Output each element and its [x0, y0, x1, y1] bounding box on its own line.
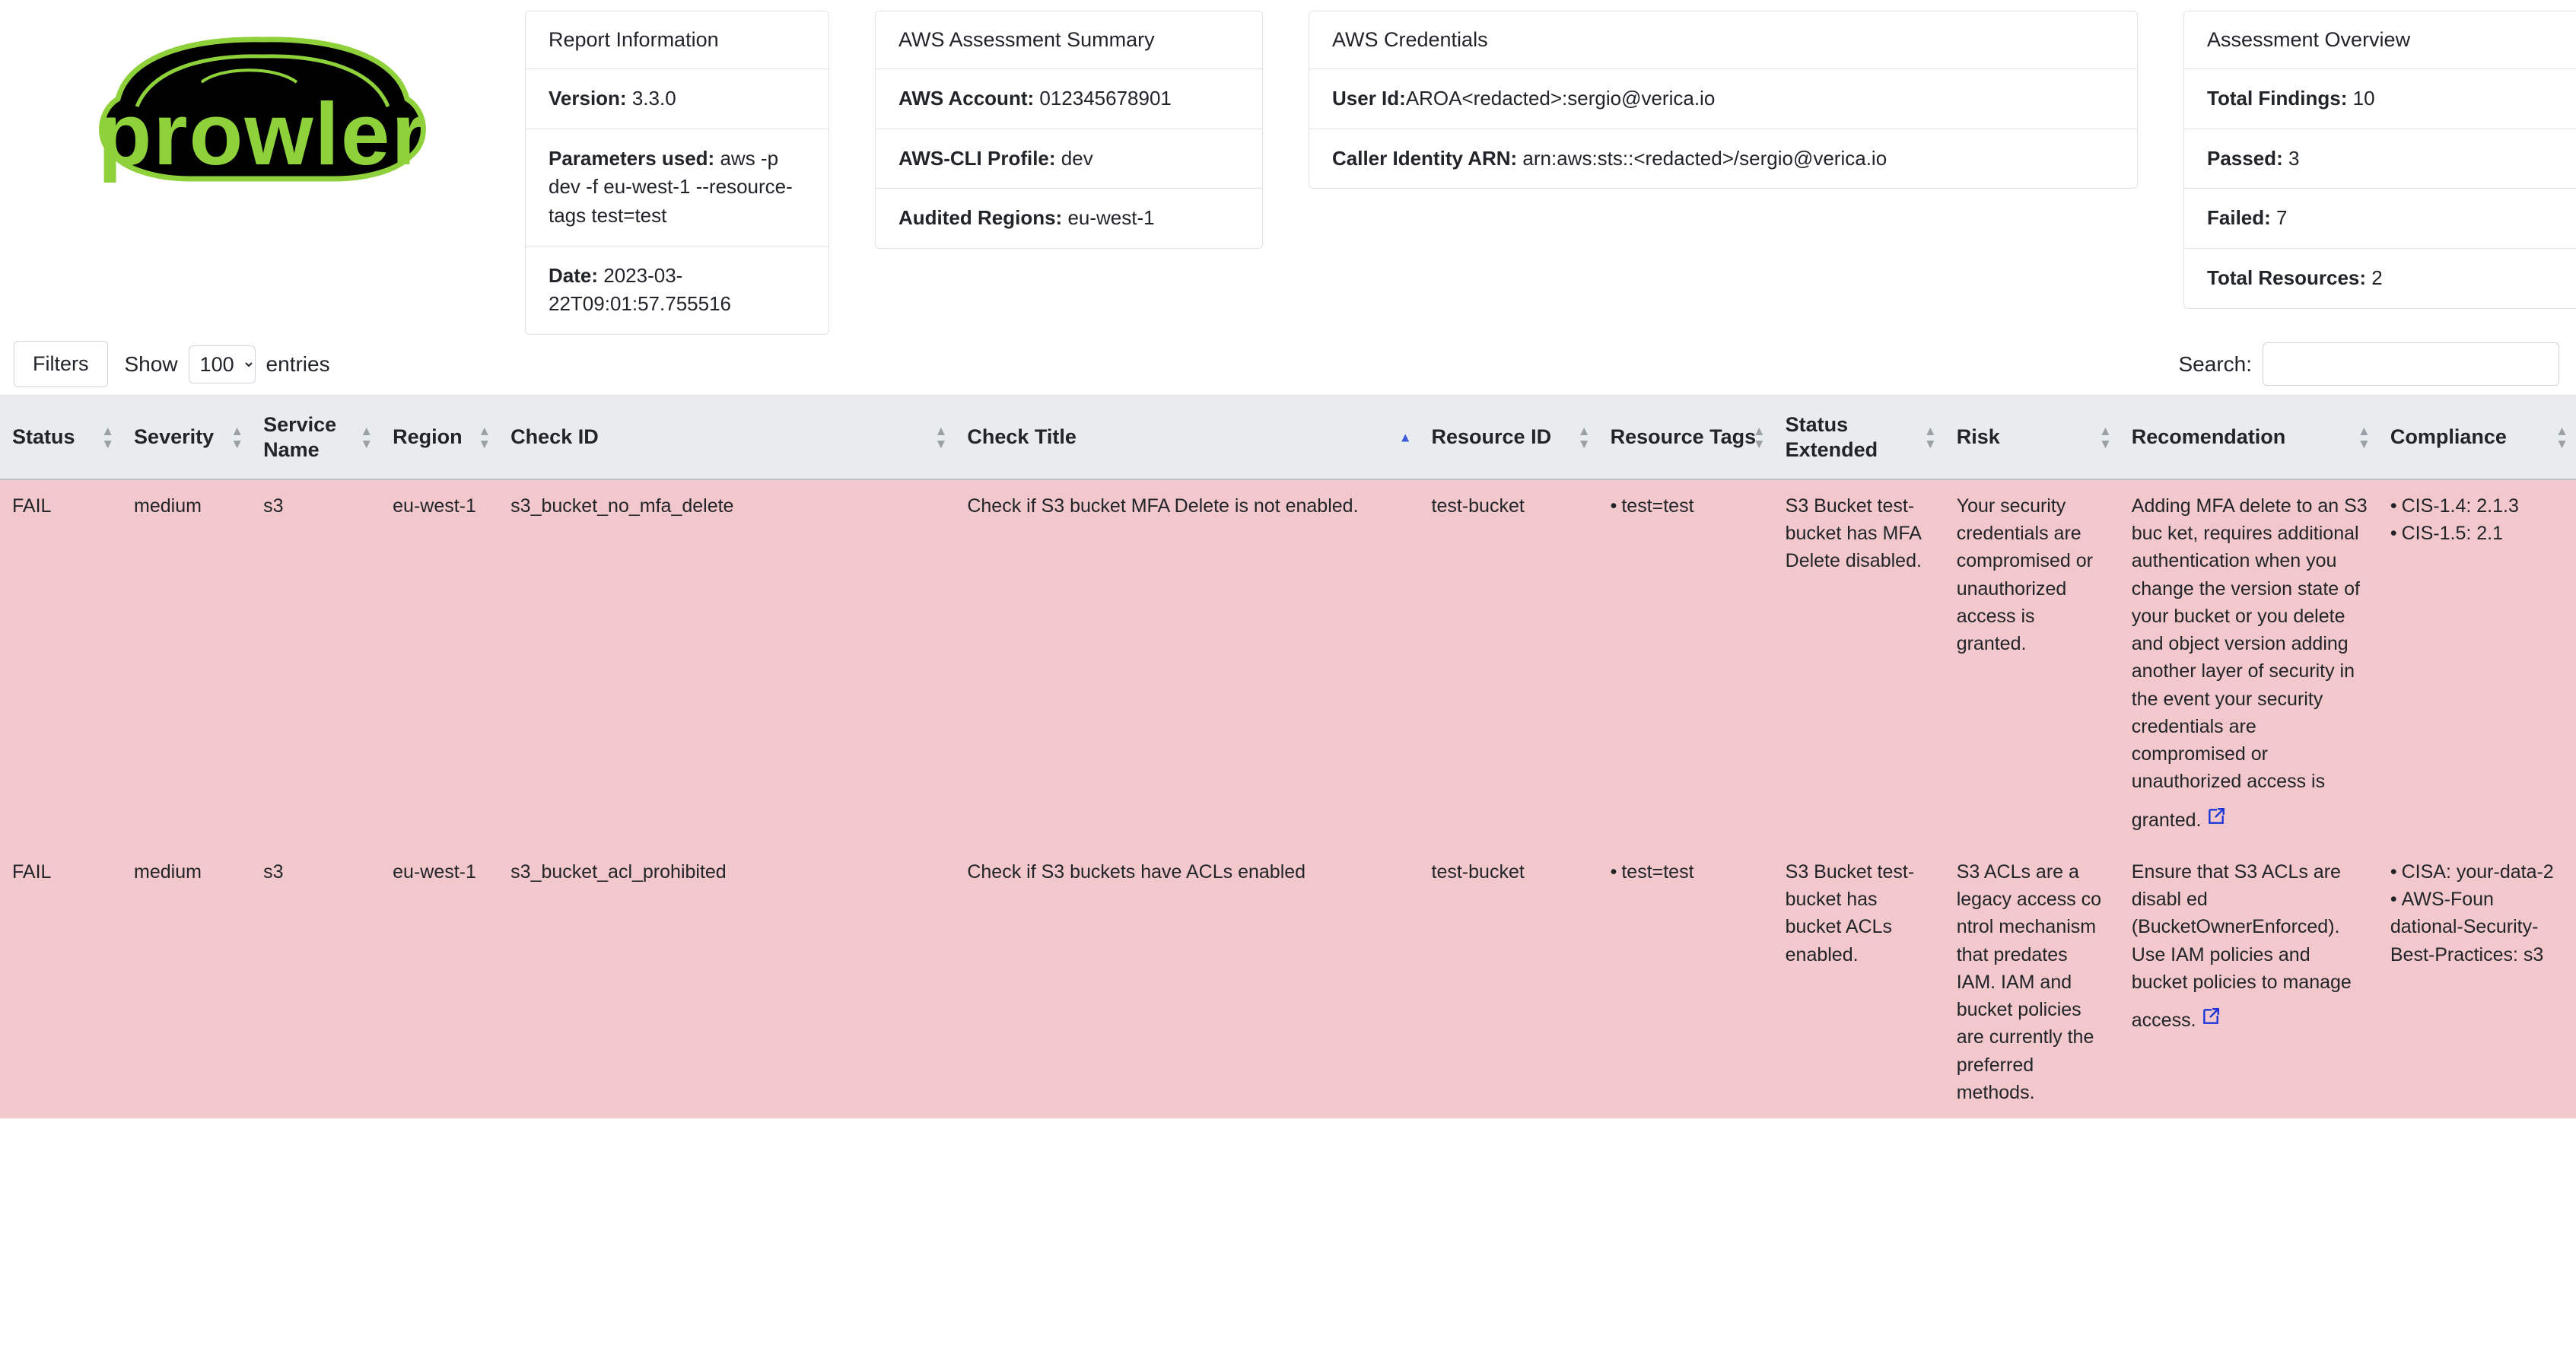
- cell-service-name: s3: [251, 846, 380, 1118]
- row-label: Total Resources:: [2207, 266, 2367, 290]
- row-value: 10: [2352, 87, 2375, 110]
- column-header-compliance[interactable]: [2378, 396, 2576, 479]
- cell-risk: S3 ACLs are a legacy access co ntrol mechanism that predates IAM. IAM and bucket policies are currently the preferred methods.: [1945, 846, 2120, 1118]
- row-value: dev: [1061, 146, 1093, 170]
- column-header-resource-tags[interactable]: [1598, 396, 1773, 479]
- card-row-audited-regions: [876, 189, 1262, 248]
- header-area: [0, 0, 2576, 335]
- card-assessment-overview: [2183, 11, 2576, 309]
- cell-region: eu-west-1: [380, 846, 498, 1118]
- card-row-user-id: [1309, 69, 2137, 129]
- row-label: Caller Identity ARN:: [1332, 146, 1518, 170]
- sort-icon[interactable]: ▲ ▼: [101, 423, 115, 451]
- column-header-status-extended[interactable]: [1773, 396, 1945, 479]
- header-label: Service Name: [263, 413, 337, 461]
- row-label: Failed:: [2207, 206, 2271, 230]
- row-value: 3.3.0: [631, 87, 676, 110]
- cell-severity: medium: [122, 479, 251, 846]
- row-value: aws -p dev -f eu-west-1 --resource-tags test=test: [549, 146, 793, 227]
- sort-icon[interactable]: ▲ ▼: [2555, 423, 2568, 451]
- row-value: 7: [2276, 206, 2288, 230]
- column-header-resource-id[interactable]: [1420, 396, 1598, 479]
- card-title: AWS Credentials: [1309, 11, 2137, 69]
- header-label: Severity: [134, 425, 215, 449]
- card-row-passed: [2184, 129, 2576, 189]
- cell-recomendation: [2120, 846, 2378, 1118]
- header-label: Recomendation: [2131, 425, 2286, 449]
- card-aws-assessment-summary: [875, 11, 1263, 249]
- column-header-recomendation[interactable]: [2120, 396, 2378, 479]
- card-row-caller-identity-arn: [1309, 129, 2137, 189]
- cell-resource-tags: [1598, 479, 1773, 846]
- header-label: Check Title: [967, 425, 1077, 449]
- cell-check-title: Check if S3 bucket MFA Delete is not enabled.: [955, 479, 1419, 846]
- card-row-total-findings: [2184, 69, 2576, 129]
- cell-service-name: s3: [251, 479, 380, 846]
- search-input[interactable]: [2263, 342, 2559, 386]
- row-value: 012345678901: [1039, 87, 1172, 110]
- cell-compliance: [2378, 479, 2576, 846]
- column-header-check-id[interactable]: [498, 396, 955, 479]
- card-row-aws-account: [876, 69, 1262, 129]
- column-header-check-title[interactable]: [955, 396, 1419, 479]
- sort-icon[interactable]: ▲ ▼: [2358, 423, 2371, 451]
- cell-check-id: s3_bucket_no_mfa_delete: [498, 479, 955, 846]
- external-link-icon[interactable]: [2201, 1007, 2221, 1026]
- header-label: Resource Tags: [1610, 425, 1757, 449]
- header-label: Resource ID: [1431, 425, 1552, 449]
- table-row[interactable]: [0, 846, 2576, 1118]
- card-title: AWS Assessment Summary: [876, 11, 1262, 69]
- header-label: Risk: [1956, 425, 2000, 449]
- recomendation-text: Ensure that S3 ACLs are disabl ed (BucketOwnerEnforced). Use IAM policies and bucket policies to manage access.: [2131, 860, 2352, 1032]
- prowler-logo: [0, 0, 525, 234]
- cell-recomendation: [2120, 479, 2378, 846]
- card-title: Report Information: [526, 11, 828, 69]
- search-area: [2179, 342, 2576, 386]
- sort-icon[interactable]: ▲ ▼: [231, 423, 244, 451]
- row-label: Passed:: [2207, 146, 2283, 170]
- row-label: Parameters used:: [549, 146, 715, 170]
- card-row-total-resources: [2184, 249, 2576, 308]
- table-header-row: [0, 396, 2576, 479]
- prowler-logo-image: [46, 23, 479, 228]
- resource-tag: • test=test: [1611, 858, 1763, 886]
- sort-icon[interactable]: ▲ ▼: [1923, 423, 1937, 451]
- card-title: Assessment Overview: [2184, 11, 2576, 69]
- row-value: 2: [2371, 266, 2383, 290]
- external-link-icon[interactable]: [2206, 806, 2226, 826]
- cell-risk: Your security credentials are compromised or unauthorized access is granted.: [1945, 479, 2120, 846]
- row-label: Version:: [549, 87, 627, 110]
- cell-severity: medium: [122, 846, 251, 1118]
- svg-text:prowler: prowler: [97, 84, 428, 183]
- column-header-status[interactable]: [0, 396, 122, 479]
- header-label: Compliance: [2390, 425, 2507, 449]
- card-report-information: [525, 11, 829, 335]
- cell-resource-id: test-bucket: [1420, 479, 1598, 846]
- sort-icon[interactable]: ▲ ▼: [360, 423, 374, 451]
- table-controls: [0, 335, 2576, 395]
- card-row-version: [526, 69, 828, 129]
- table-header: [0, 396, 2576, 479]
- column-header-region[interactable]: [380, 396, 498, 479]
- sort-icon[interactable]: ▲ ▼: [2098, 423, 2112, 451]
- row-value: AROA<redacted>:sergio@verica.io: [1405, 87, 1716, 110]
- compliance-item: • AWS-Foun dational-Security-Best-Practices: s3: [2390, 886, 2565, 969]
- filters-button[interactable]: Filters: [14, 341, 108, 387]
- summary-cards: [525, 0, 2576, 335]
- show-label: Show: [124, 351, 178, 376]
- row-label: Total Findings:: [2207, 87, 2348, 110]
- cell-compliance: [2378, 846, 2576, 1118]
- card-row-failed: [2184, 189, 2576, 249]
- row-label: AWS Account:: [898, 87, 1035, 110]
- recomendation-text: Adding MFA delete to an S3 buc ket, requires additional authentication when you change the version state of your bucket or you delete and object version adding another layer of security in the event your security credentials are compromised or unauthorized access is granted.: [2131, 495, 2368, 831]
- compliance-item: • CIS-1.4: 2.1.3: [2390, 492, 2565, 520]
- cell-status-extended: S3 Bucket test-bucket has bucket ACLs enabled.: [1773, 846, 1945, 1118]
- header-label: Check ID: [510, 425, 599, 449]
- row-value: 2023-03-22T09:01:57.755516: [549, 263, 731, 316]
- sort-icon[interactable]: ▲ ▼: [934, 423, 948, 451]
- header-label: Status: [12, 425, 75, 449]
- row-value: arn:aws:sts::<redacted>/sergio@verica.io: [1522, 146, 1887, 170]
- header-label: Region: [393, 425, 463, 449]
- cell-status: FAIL: [0, 479, 122, 846]
- row-value: eu-west-1: [1067, 206, 1155, 230]
- cell-resource-id: test-bucket: [1420, 846, 1598, 1118]
- sort-icon[interactable]: ▲ ▼: [1577, 423, 1591, 451]
- cell-check-id: s3_bucket_acl_prohibited: [498, 846, 955, 1118]
- cell-resource-tags: [1598, 846, 1773, 1118]
- findings-table: [0, 395, 2576, 1118]
- table-row[interactable]: [0, 479, 2576, 846]
- row-label: User Id:: [1332, 87, 1406, 110]
- sort-ascending-icon[interactable]: ▲: [1398, 430, 1412, 445]
- card-row-parameters: [526, 129, 828, 247]
- header-label: Status Extended: [1785, 413, 1878, 461]
- compliance-item: • CISA: your-data-2: [2390, 858, 2565, 886]
- row-label: Audited Regions:: [898, 206, 1063, 230]
- cell-status: FAIL: [0, 846, 122, 1118]
- table-body: [0, 479, 2576, 1118]
- row-value: 3: [2288, 146, 2300, 170]
- compliance-item: • CIS-1.5: 2.1: [2390, 520, 2565, 547]
- row-label: Date:: [549, 263, 599, 287]
- entries-label: entries: [266, 351, 330, 376]
- column-header-risk[interactable]: [1945, 396, 2120, 479]
- column-header-service-name[interactable]: [251, 396, 380, 479]
- column-header-severity[interactable]: [122, 396, 251, 479]
- entries-selector: [125, 345, 330, 383]
- sort-icon[interactable]: ▲ ▼: [478, 423, 491, 451]
- resource-tag: • test=test: [1611, 492, 1763, 520]
- search-label: Search:: [2178, 351, 2252, 376]
- cell-region: eu-west-1: [380, 479, 498, 846]
- cell-check-title: Check if S3 buckets have ACLs enabled: [955, 846, 1419, 1118]
- card-row-date: [526, 247, 828, 334]
- cell-status-extended: S3 Bucket test-bucket has MFA Delete disabled.: [1773, 479, 1945, 846]
- card-row-aws-cli-profile: [876, 129, 1262, 189]
- sort-icon[interactable]: ▲ ▼: [1752, 423, 1766, 451]
- card-aws-credentials: [1309, 11, 2138, 189]
- entries-count-select[interactable]: [189, 345, 256, 383]
- row-label: AWS-CLI Profile:: [898, 146, 1056, 170]
